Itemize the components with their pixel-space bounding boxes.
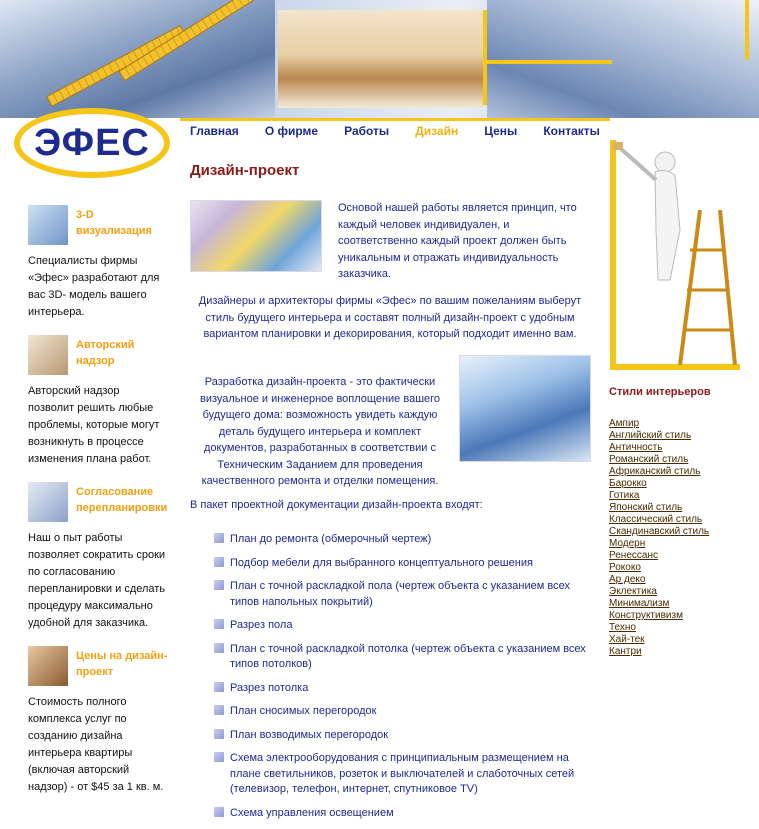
main-nav xyxy=(190,124,626,144)
style-link[interactable]: Романский стиль xyxy=(609,454,689,465)
list-item xyxy=(214,556,589,572)
style-link[interactable]: Модерн xyxy=(609,538,646,549)
list-item-text: Подбор мебели для выбранного концептуального решения xyxy=(230,556,533,569)
yellow-accent xyxy=(483,10,487,105)
list-item xyxy=(214,532,589,548)
section-replanning-header xyxy=(28,482,168,522)
nav-design[interactable]: Дизайн xyxy=(415,124,459,138)
style-link[interactable]: Африканский стиль xyxy=(609,466,701,477)
section-prices-header xyxy=(28,646,168,686)
list-item xyxy=(214,728,589,744)
section-title[interactable]: Согласование перепланировки xyxy=(76,486,168,514)
left-sidebar xyxy=(28,205,168,810)
list-item-text: Схема электрооборудования с принципиальным размещением на плане светильников, розеток и выключателей и слаботочных сетей (телевизор, телефон, интернет, спутниковое TV) xyxy=(230,752,575,795)
styles-heading: Стили интерьеров xyxy=(609,386,711,398)
section-title[interactable]: Авторский надзор xyxy=(76,339,135,367)
bullet-icon xyxy=(214,752,224,762)
section-title[interactable]: 3-D визуализация xyxy=(76,209,152,237)
yellow-accent xyxy=(487,60,612,64)
section-text: Авторский надзор позволит решить любые проблемы, которые могут возникнуть в процессе изменения плана работ. xyxy=(28,385,160,465)
bullet-icon xyxy=(214,580,224,590)
nav-prices[interactable]: Цены xyxy=(484,124,518,138)
prices-thumb xyxy=(28,646,68,686)
bullet-icon xyxy=(214,682,224,692)
list-item-text: План возводимых перегородок xyxy=(230,728,389,741)
replanning-thumb xyxy=(28,482,68,522)
list-item xyxy=(214,806,589,822)
nav-divider xyxy=(180,118,610,121)
designers-paragraph: Дизайнеры и архитекторы фирмы «Эфес» по вашим пожеланиям выберут стиль будущего интерьера и составят полный дизайн-проект с удобным вариантом планировки и декорирования, который подходит именно вам. xyxy=(198,295,582,340)
bullet-icon xyxy=(214,533,224,543)
bullet-icon xyxy=(214,557,224,567)
page-title: Дизайн-проект xyxy=(190,162,300,179)
style-link[interactable]: Эклектика xyxy=(609,586,657,597)
bullet-icon xyxy=(214,729,224,739)
list-item-text: План с точной раскладкой пола (чертеж объекта с указанием всех типов напольных покрытий) xyxy=(230,580,570,608)
header-banner xyxy=(0,0,759,118)
list-item xyxy=(214,579,589,610)
painter-illustration xyxy=(610,140,740,380)
style-link[interactable]: Ренессанс xyxy=(609,550,658,561)
section-3d-header xyxy=(28,205,168,245)
documentation-list xyxy=(214,532,589,829)
bullet-icon xyxy=(214,807,224,817)
style-link[interactable]: Ампир xyxy=(609,418,640,429)
list-item-text: Схема управления освещением xyxy=(230,806,394,819)
list-item-text: Разрез потолка xyxy=(230,681,309,694)
list-item-text: План сносимых перегородок xyxy=(230,705,377,717)
style-link[interactable]: Скандинавский стиль xyxy=(609,526,710,537)
nav-home[interactable]: Главная xyxy=(190,124,239,138)
style-link[interactable]: Хай-тек xyxy=(609,634,645,645)
nav-works[interactable]: Работы xyxy=(344,124,390,138)
kitchen-photo xyxy=(487,0,759,118)
nav-about[interactable]: О фирме xyxy=(264,124,319,138)
kitchen-render-image xyxy=(459,355,591,462)
design-project-paragraph: Разработка дизайн-проекта - это фактически визуальное и инженерное воплощение вашего будущего дома: возможность увидеть каждую деталь будущего интерьера и комплект документов, разработанных в соответствии с Техническим Заданием для проведения качественного ремонта и отделки помещения. xyxy=(199,376,441,487)
list-item-text: Разрез пола xyxy=(230,619,293,631)
logo[interactable] xyxy=(14,108,170,178)
nav-contacts[interactable]: Контакты xyxy=(543,124,600,138)
style-link[interactable]: Кантри xyxy=(609,646,642,657)
section-text: Стоимость полного комплекса услуг по созданию дизайна интерьера квартиры (включая авторский надзор) - от $45 за 1 кв. м. xyxy=(28,696,164,793)
style-link[interactable]: Техно xyxy=(609,622,636,633)
list-item-text: План с точной раскладкой потолка (чертеж объекта с указанием всех типов потолков) xyxy=(230,642,586,670)
list-item xyxy=(214,681,589,697)
style-link[interactable]: Английский стиль xyxy=(609,430,692,441)
list-item xyxy=(214,704,589,720)
style-link[interactable]: Конструктивизм xyxy=(609,610,683,621)
style-link[interactable]: Античность xyxy=(609,442,663,453)
style-link[interactable]: Барокко xyxy=(609,478,647,489)
style-link[interactable]: Рококо xyxy=(609,562,641,573)
bullet-icon xyxy=(214,643,224,653)
3d-visualization-thumb xyxy=(28,205,68,245)
style-link[interactable]: Минимализм xyxy=(609,598,670,609)
styles-list xyxy=(609,418,709,658)
corridor-render-image xyxy=(190,200,322,272)
style-link[interactable]: Ар деко xyxy=(609,574,646,585)
list-item xyxy=(214,642,589,673)
supervision-thumb xyxy=(28,335,68,375)
style-link[interactable]: Классический стиль xyxy=(609,514,703,525)
section-text: Наш о пыт работы позволяет сократить сроки по согласованию перепланировки и сделать процедуру максимально удобной для заказчика. xyxy=(28,532,166,629)
bullet-icon xyxy=(214,705,224,715)
logo-text: ЭФЕС xyxy=(34,121,150,164)
documentation-heading: В пакет проектной документации дизайн-проекта входят: xyxy=(190,499,483,511)
section-title[interactable]: Цены на дизайн-проект xyxy=(76,650,168,678)
section-text: Специалисты фирмы «Эфес» разработают для вас 3D- модель вашего интерьера. xyxy=(28,255,160,318)
style-link[interactable]: Японский стиль xyxy=(609,502,683,513)
bullet-icon xyxy=(214,619,224,629)
bedroom-photo xyxy=(278,10,484,108)
section-supervision-header xyxy=(28,335,168,375)
list-item xyxy=(214,618,589,634)
intro-paragraph: Основой нашей работы является принцип, что каждый человек индивидуален, и соответственно каждый проект должен быть уникальным и отражать индивидуальность заказчика. xyxy=(338,202,577,280)
list-item-text: План до ремонта (обмерочный чертеж) xyxy=(230,533,432,545)
yellow-accent xyxy=(745,0,749,60)
style-link[interactable]: Готика xyxy=(609,490,640,501)
list-item xyxy=(214,751,589,798)
